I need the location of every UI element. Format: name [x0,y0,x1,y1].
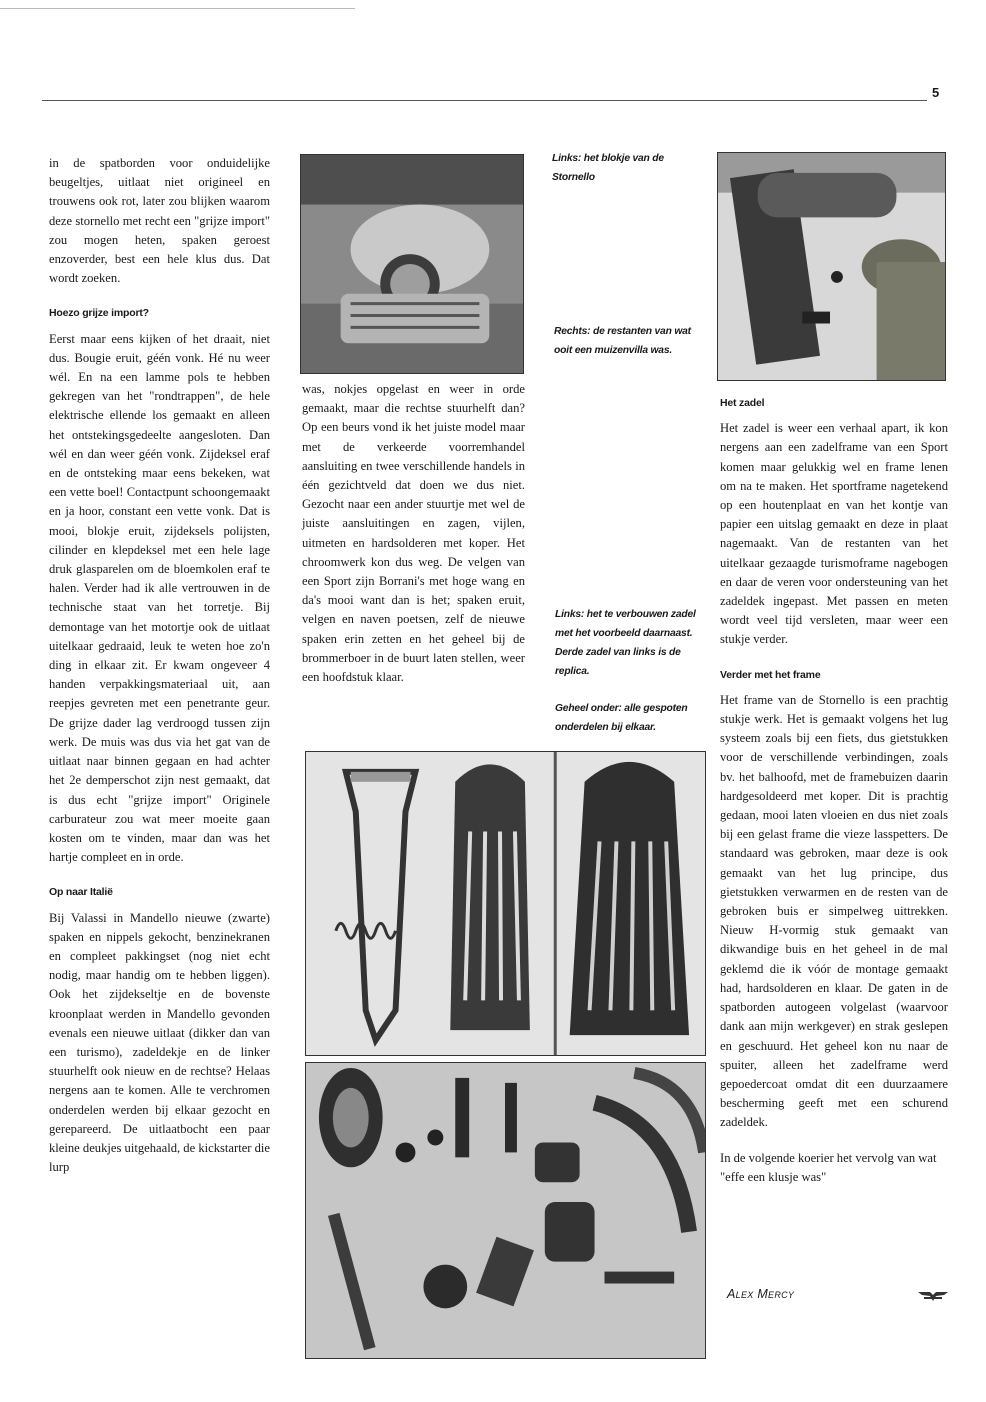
caption-exhaust: Rechts: de restanten van wat ooit een muizenvilla was. [554,326,691,356]
heading-zadel: Het zadel [720,397,765,409]
engine-block-photo [300,154,524,374]
caption-parts: Geheel onder: alle gespoten onderdelen bij elkaar. [555,703,688,733]
caption-seats: Links: het te verbouwen zadel met het voorbeeld daarnaast. Derde zadel van links is de replica. [555,609,696,677]
heading-grijze-import: Hoezo grijze import? [49,307,149,320]
paragraph-stuurhelft: was, nokjes opgelast en weer in orde gemaakt, maar die rechtse stuurhelft dan? Op een beurs vond ik het juiste model maar met de verkeerde voorremhandel aansluiting en twee verschillende handels in één gezichtveld dat doen we dus niet. Gezocht naar een ander stuurtje met wel de juiste aansluitingen en zagen, vijlen, uitmeten en hardsolderen met koper. Het chroomwerk kon dus weg. De velgen van een Sport zijn Borrani's met hoge wang en da's mooi want dan is het; spaken eruit, velgen en naven poetsen, zelf de nieuwe spaken erin zetten en het geheel bij de brommerboer in de buurt laten stellen, weer een hoofdstuk klaar. [302,382,525,685]
exhaust-remains-photo [717,152,946,381]
paragraph-frame: Het frame van de Stornello is een prachtig stukje werk. Het is gemaakt volgens het lug systeem zoals bij een fiets, dus gietstukken voor de verschillende verbindingen, zoals bv. het balhoofd, met de framebuizen daarin hardgesoldeerd met koper. Dit is prachtig gedaan, mooi laten vloeien en dus niet zoals bij een gelast frame die vieze lasspetters. De standaard was gebroken, maar deze is ook gemaakt van het lug principe, dus gietstukken verwarmen en de resten van de gebroken buis er simpelweg uittrekken. Nieuw H-vormig stuk gemaakt van dikwandige buis en het geheel in de mal geklemd die ik vóór de montage gemaakt had, hardsolderen en klaar. De gaten in de spatborden autogeen volgelast (waarvoor dank aan mijn werkgever) en strak geslepen en geschuurd. Het geheel kon nu naar de spuiter, alleen het zadelframe werd gepoedercoat omdat dit een duurzaamere bescherming geeft met een schurend zadeldek. [720,692,948,1130]
heading-frame: Verder met het frame [720,668,821,681]
column-2 [302,380,525,687]
paragraph-italie: Bij Valassi in Mandello nieuwe (zwarte) spaken en nippels gekocht, benzinekranen en compleet pakkingset (nog niet echt nodig, maar handig om te hebben liggen). Ook het zijdekseltje en de bovenste kroonplaat werden in Mandello gevonden evenals een nieuwe uitlaat (dikker dan van een turismo), zadeldekje en de linker stuurhelft ook nieuw en de rechtse? Helaas nergens aan te komen. Alle te verchromen onderdelen werden bij elkaar gezocht en gerepareerd. De uitlaatbocht een paar kleine deukjes uitgehaald, de kickstarter die lurp [49,910,271,1175]
paragraph-zadel: Het zadel is weer een verhaal apart, ik kon nergens aan een zadelframe van een Sport komen maar gelukkig wel en frame lenen om na te maken. Het sportframe nagetekend op een houtenplaat en van het kontje van papier een uitslag gemaakt en deze in plaat nagemaakt. Van de restanten van het uitelkaar gezaagde turismoframe nagebogen en daar de veren voor ondersteuning van het zadeldek ingepast. Met passen en meten wordt veel tijd versleten, maar weer een stukje verder. [720,421,948,647]
intro-paragraph: in de spatborden voor onduidelijke beugeltjes, uitlaat niet origineel en trouwens ook rot, later zou blijken waarom deze stornello met recht een "grijze import" zou mogen heten, spaken geroest enzoverder, best een hele klus dus. Dat wordt zoeken. [49,156,270,286]
column-4 [720,394,948,1187]
seat-frames-photo [305,751,706,1056]
closing-paragraph: In de volgende koerier het vervolg van wat "effe een klusje was" [720,1150,937,1184]
author-name: Alex Mercy [727,1287,795,1301]
caption-engine: Links: het blokje van de Stornello [552,153,664,183]
painted-parts-photo [305,1062,706,1359]
page-number: 5 [932,85,940,100]
top-edge-rule [0,8,355,9]
header-rule [42,100,927,101]
column-1 [49,154,270,1177]
paragraph-grijze-import: Eerst maar eens kijken of het draait, niet dus. Bougie eruit, géén vonk. Hé nu weer wél. En na een lamme pols te hebben gekregen van het "rondtrappen", de hele elektrische ellende los gemaakt en alleen het ontstekingsgedeelte aangesloten. Dan wél en dan weer géén vonk. Zijdeksel eraf en de ontsteking maar eens bekeken, wat een vette boel! Contactpunt schoongemaakt en ja hoor, constant een vette vonk. Dat is mooi, blokje eruit, zijdeksels polijsten, cilinder en klepdeksel met een hele lage druk glasparelen om de bloemkolen eraf te halen. Verder had ik alle vertrouwen in de technische staat van het torretje. Bij demontage van het motortje ook de uitlaat uitelkaar gedraaid, leuk te weten hoe zo'n ding in elkaar zit. Er kwam ongeveer 4 handen verpakkingsmateriaal uit, aan reepjes gevreten met een penetrante geur. De grijze dader lag verdroogd tussen zijn werk. De muis was dus via het gat van de uitlaat naar binnen gegaan en had achter het 2e demperschot zijn nest gemaakt, dat is dus echt "grijze import" Originele carburateur zou wat meer moeite gaan kosten om te vinden, maar dan was het hartje compleet en in orde. [49,331,270,865]
heading-italie: Op naar Italië [49,886,113,899]
club-logo-icon [918,1289,948,1303]
